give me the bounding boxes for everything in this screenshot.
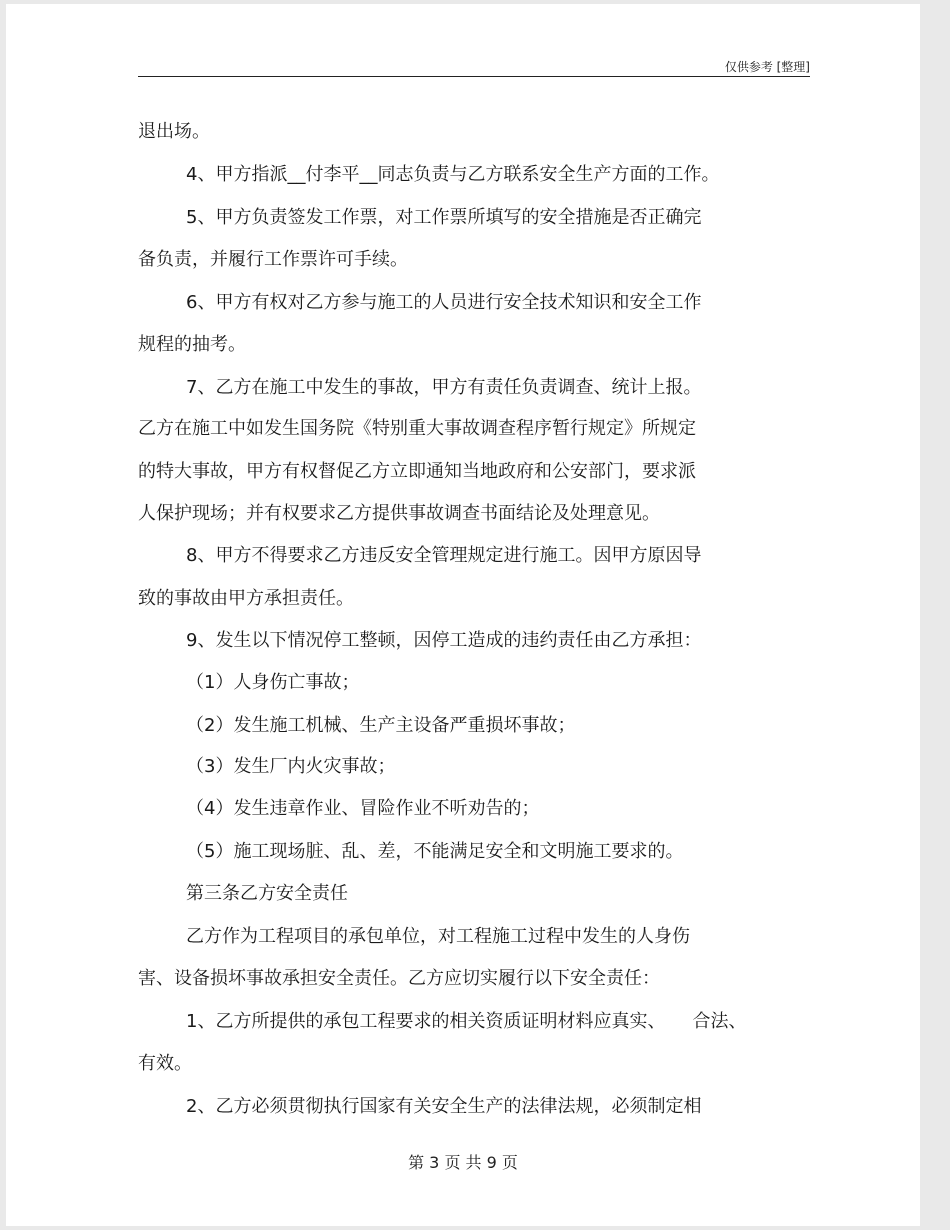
paragraph-line: （5）施工现场脏、乱、差，不能满足安全和文明施工要求的。: [186, 841, 684, 862]
paragraph-line: 规程的抽考。: [138, 334, 246, 355]
page-footer: 第 3 页 共 9 页: [408, 1153, 518, 1172]
paragraph-line: 2、乙方必须贯彻执行国家有关安全生产的法律法规，必须制定相: [186, 1096, 702, 1117]
page-header: 仅供参考 [整理]: [724, 60, 810, 74]
paragraph-line: 人保护现场；并有权要求乙方提供事故调查书面结论及处理意见。: [138, 503, 660, 524]
paragraph-line: 乙方在施工中如发生国务院《特别重大事故调查程序暂行规定》所规定: [138, 418, 696, 439]
paragraph-line: 9、发生以下情况停工整顿，因停工造成的违约责任由乙方承担：: [186, 630, 702, 651]
paragraph-line: 6、甲方有权对乙方参与施工的人员进行安全技术知识和安全工作: [186, 292, 702, 313]
paragraph-line: 备负责，并履行工作票许可手续。: [138, 249, 408, 270]
paragraph-line: 8、甲方不得要求乙方违反安全管理规定进行施工。因甲方原因导: [186, 545, 702, 566]
header-divider: [138, 76, 810, 77]
paragraph-line: 7、乙方在施工中发生的事故，甲方有责任负责调查、统计上报。: [186, 377, 702, 398]
paragraph-line: 1、乙方所提供的承包工程要求的相关资质证明材料应真实、 合法、: [186, 1011, 747, 1032]
paragraph-line: 乙方作为工程项目的承包单位，对工程施工过程中发生的人身伤: [186, 926, 690, 947]
paragraph-line: 4、甲方指派__付李平__同志负责与乙方联系安全生产方面的工作。: [186, 164, 720, 185]
paragraph-line: 5、甲方负责签发工作票，对工作票所填写的安全措施是否正确完: [186, 207, 702, 228]
paragraph-line: 害、设备损坏事故承担安全责任。乙方应切实履行以下安全责任：: [138, 968, 660, 989]
paragraph-line: （1）人身伤亡事故；: [186, 672, 360, 693]
document-page: [6, 4, 920, 1226]
paragraph-line: （3）发生厂内火灾事故；: [186, 756, 396, 777]
paragraph-line: （4）发生违章作业、冒险作业不听劝告的；: [186, 798, 540, 819]
paragraph-line: 退出场。: [138, 121, 210, 142]
paragraph-line: 第三条乙方安全责任: [186, 883, 348, 904]
paragraph-line: 有效。: [138, 1053, 192, 1074]
paragraph-line: 致的事故由甲方承担责任。: [138, 588, 354, 609]
paragraph-line: （2）发生施工机械、生产主设备严重损坏事故；: [186, 715, 576, 736]
paragraph-line: 的特大事故，甲方有权督促乙方立即通知当地政府和公安部门，要求派: [138, 461, 696, 482]
